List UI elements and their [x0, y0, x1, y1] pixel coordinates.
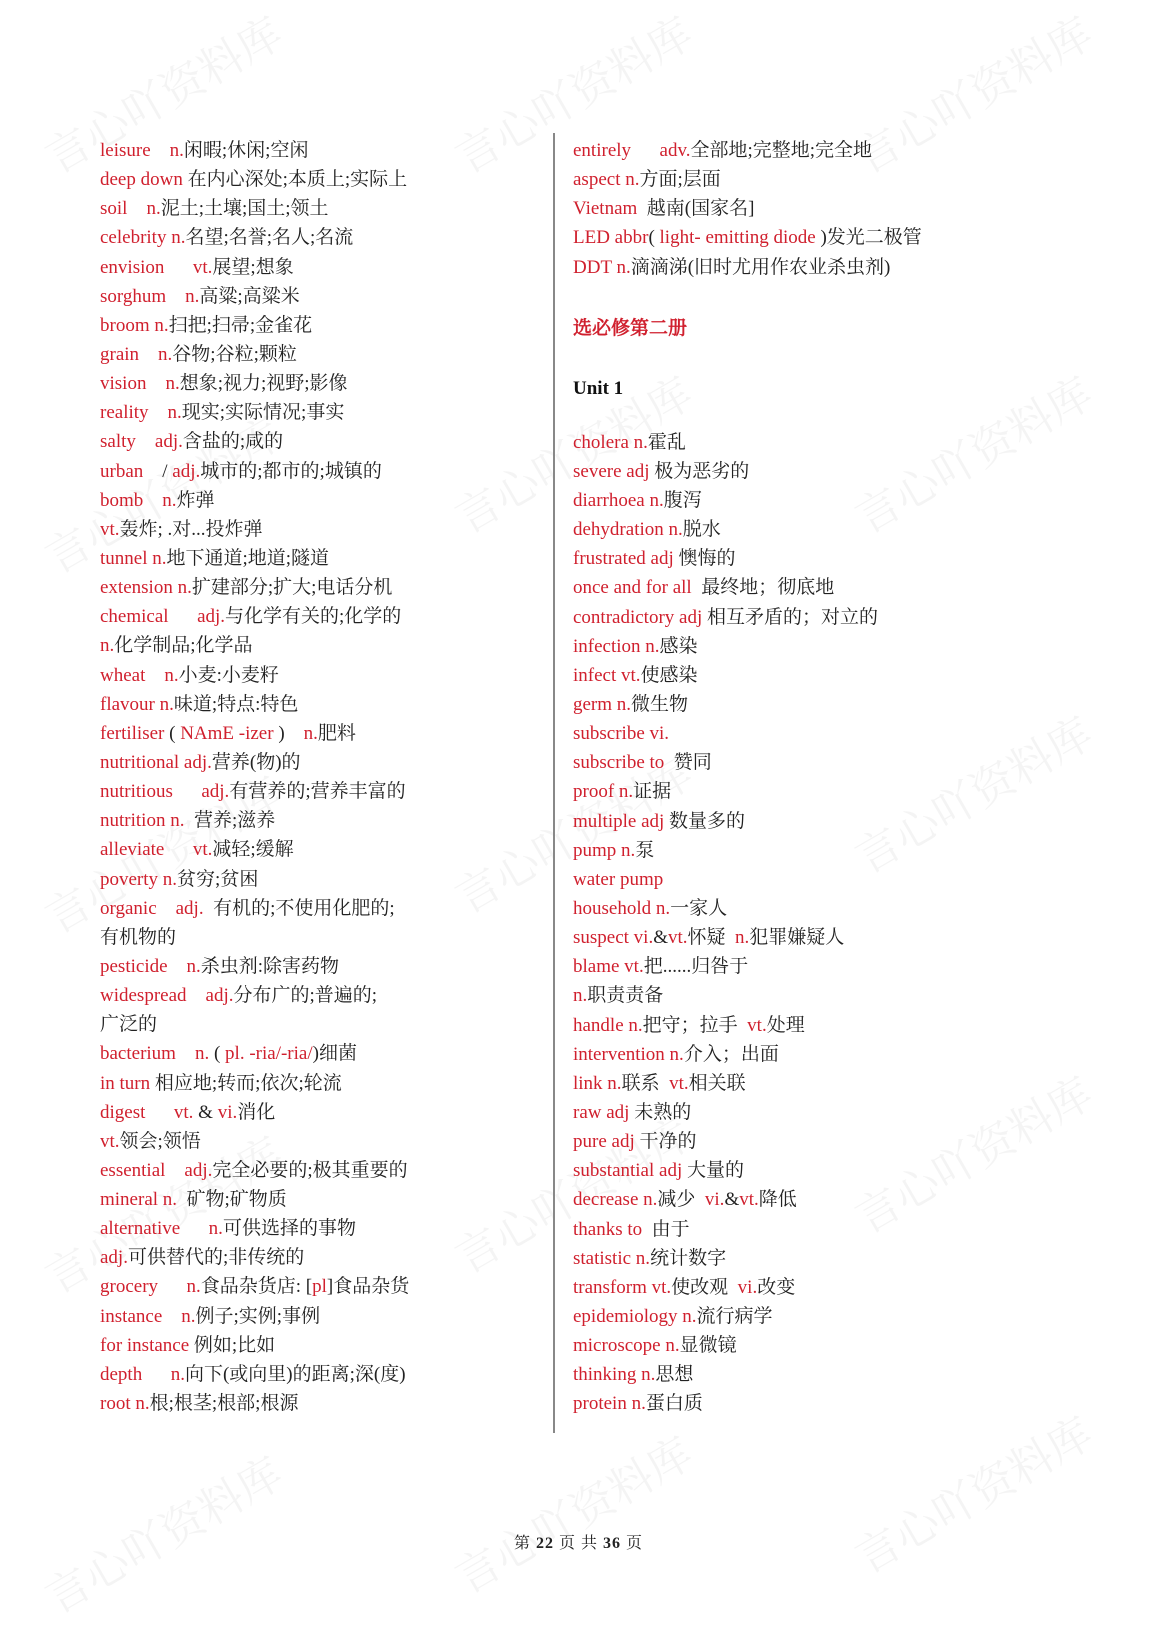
vocab-entry [100, 981, 540, 1010]
entry-definition: 赞同 [673, 752, 712, 774]
vocab-entry [100, 777, 540, 806]
entry-term: tunnel n. [100, 547, 167, 569]
entry-term: vt. [100, 518, 120, 540]
entry-definition: 最终地；彻底地 [701, 577, 835, 599]
entry-term: LED abbr [573, 227, 649, 249]
entry-term: deep down [100, 169, 188, 191]
vocab-entry [100, 865, 540, 894]
vocab-entry [100, 165, 540, 194]
entry-term: in turn [100, 1072, 155, 1094]
entry-definition: 可供替代的;非传统的 [127, 1247, 305, 1269]
entry-term: sorghum n. [100, 285, 200, 307]
entry-definition: 根;根茎;根部;根源 [149, 1393, 299, 1415]
vocab-entry [100, 1389, 540, 1418]
entry-term: statistic n. [573, 1247, 651, 1269]
entry-term: epidemiology n. [573, 1305, 697, 1327]
entry-term: soil n. [100, 198, 161, 220]
vocab-entry [100, 340, 540, 369]
entry-term: salty adj. [100, 431, 183, 453]
entry-definition: 现实;实际情况;事实 [181, 402, 345, 424]
vocab-entry [100, 1039, 540, 1068]
entry-definition: 泵 [635, 839, 655, 861]
entry-term: thinking n. [573, 1364, 656, 1386]
vocab-entry [100, 398, 540, 427]
entry-term: microscope n. [573, 1335, 680, 1357]
entry-definition: 闲暇;休闲;空闲 [183, 140, 309, 161]
entry-term: depth n. [100, 1363, 185, 1385]
entry-term: thanks to [573, 1218, 652, 1240]
vocab-entry [573, 194, 1133, 223]
entry-definition: 领会;领悟 [119, 1130, 201, 1152]
entry-term: adj. [100, 1247, 128, 1269]
entry-definition: 有机的;不使用化肥的; [213, 897, 395, 919]
entry-definition: 泥土;土壤;国土;领土 [160, 198, 329, 220]
vocab-entry [573, 457, 1133, 486]
entry-term: flavour n. [100, 693, 174, 715]
entry-definition: 矿物;矿物质 [186, 1189, 287, 1211]
vocab-entry [573, 1331, 1133, 1360]
footer-suffix: 页 [626, 1535, 644, 1552]
entry-term: nutritional adj. [100, 751, 212, 773]
vocab-entry [573, 1011, 1133, 1040]
vocab-entry [573, 1185, 1133, 1214]
entry-term: transform vt. [573, 1276, 672, 1298]
entry-term: nutrition n. [100, 810, 194, 832]
vocab-entry [573, 486, 1133, 515]
vocab-entry [100, 515, 540, 544]
entry-definition: 改变 [757, 1276, 796, 1298]
vocab-entry [100, 1360, 540, 1389]
entry-term: poverty n. [100, 868, 178, 890]
entry-definition: 显微镜 [679, 1335, 737, 1357]
vocab-entry [100, 602, 540, 631]
entry-definition: ) [278, 722, 304, 744]
entry-definition: 未熟的 [634, 1101, 692, 1123]
entry-term: pl. -ria/-ria/ [225, 1043, 313, 1065]
entry-definition: 把......归咎于 [643, 956, 749, 978]
entry-definition: 联系 [621, 1072, 670, 1094]
entry-term: n. [303, 722, 318, 744]
entry-term: DDT n. [573, 256, 631, 278]
entry-term: organic adj. [100, 897, 214, 919]
entry-definition: 一家人 [670, 897, 728, 919]
entry-definition: 例如;比如 [193, 1334, 276, 1356]
vocab-entry [573, 894, 1133, 923]
entry-definition: 思想 [655, 1364, 694, 1386]
entry-definition: 职责责备 [587, 985, 664, 1007]
unit-heading: Unit 1 [573, 377, 624, 399]
entry-term: subscribe vi. [573, 723, 670, 745]
entry-term: vision n. [100, 373, 180, 395]
vocab-entry [573, 777, 1133, 806]
vocab-entry [100, 1185, 540, 1214]
entry-term: essential adj. [100, 1159, 213, 1181]
vocab-entry [573, 923, 1133, 952]
vocab-entry [573, 544, 1133, 573]
vocab-entry [573, 1273, 1133, 1302]
vocab-entry [573, 632, 1133, 661]
entry-term: broom n. [100, 314, 169, 336]
entry-definition: 轰炸; .对...投炸弹 [119, 518, 263, 540]
vocab-entry [573, 661, 1133, 690]
vocab-entry [573, 719, 1133, 748]
right-column-vocab-list [573, 136, 1133, 1418]
entry-term: widespread adj. [100, 985, 234, 1007]
entry-term: NAmE -izer [180, 722, 279, 744]
vocab-entry [100, 1272, 540, 1301]
vocab-entry [573, 1389, 1133, 1418]
entry-term: infection n. [573, 635, 660, 657]
entry-definition: 贫穷;贫困 [177, 868, 259, 890]
entry-definition: 方面;层面 [639, 169, 721, 191]
vocab-entry [573, 836, 1133, 865]
vocab-entry [100, 1214, 540, 1243]
vocab-entry [100, 748, 540, 777]
vocab-entry [573, 603, 1133, 632]
entry-definition: 处理 [766, 1014, 805, 1036]
entry-term: reality n. [100, 402, 182, 424]
entry-term: vt. [668, 927, 688, 949]
entry-term: light- emitting diode [659, 227, 821, 249]
vocab-entry [100, 1302, 540, 1331]
entry-term: proof n. [573, 781, 634, 803]
entry-term: n. [735, 927, 750, 949]
vocab-entry [573, 1127, 1133, 1156]
vocab-entry [573, 515, 1133, 544]
entry-definition: 名望;名誉;名人;名流 [185, 227, 354, 249]
entry-term: vi. [217, 1101, 238, 1123]
entry-term: n. [100, 635, 115, 657]
vocab-entry [100, 369, 540, 398]
entry-term: blame vt. [573, 956, 644, 978]
entry-definition: 干净的 [639, 1131, 697, 1153]
entry-term: vi. [737, 1276, 758, 1298]
vocab-entry [573, 428, 1133, 457]
entry-term: Vietnam [573, 198, 647, 220]
vocab-entry [100, 457, 540, 486]
entry-term: vt. [669, 1072, 689, 1094]
entry-definition: ( [169, 722, 181, 744]
entry-term: instance n. [100, 1305, 196, 1327]
entry-definition: 想象;视力;视野;影像 [179, 373, 348, 395]
entry-definition: & [724, 1189, 740, 1211]
entry-term: grain n. [100, 343, 173, 365]
entry-definition: 减少 [657, 1189, 705, 1211]
entry-definition: 地下通道;地道;隧道 [166, 547, 330, 569]
entry-definition: )细菌 [312, 1043, 357, 1065]
vocab-entry [100, 661, 540, 690]
vocab-entry [100, 223, 540, 252]
entry-definition: 肥料 [317, 722, 356, 744]
entry-term: suspect vi. [573, 927, 654, 949]
entry-term: vi. [704, 1189, 725, 1211]
entry-definition: 炸弹 [176, 489, 215, 511]
entry-definition: / [162, 460, 173, 482]
vocab-entry [573, 952, 1133, 981]
entry-definition: 分布广的;普遍的; [233, 985, 378, 1007]
vocab-entry [573, 1244, 1133, 1273]
entry-definition: 相应地;转而;依次;轮流 [154, 1072, 342, 1094]
entry-term: chemical adj. [100, 606, 226, 628]
entry-definition: 含盐的;咸的 [182, 431, 284, 453]
vocab-entry [100, 1127, 540, 1156]
entry-term: vt. [100, 1130, 120, 1152]
entry-definition: 把守；拉手 [642, 1014, 748, 1036]
vocab-entry [100, 253, 540, 282]
entry-definition: 证据 [633, 781, 672, 803]
vocab-entry [100, 1010, 540, 1039]
vocab-entry [100, 719, 540, 748]
entry-definition: 有机物的 [100, 926, 177, 948]
watermark-text [842, 1398, 1103, 1585]
vocab-entry [573, 1215, 1133, 1244]
vocab-entry [100, 1243, 540, 1272]
entry-definition: 扫把;扫帚;金雀花 [168, 314, 313, 336]
entry-term: pl [312, 1276, 327, 1298]
entry-definition: 大量的 [686, 1160, 744, 1182]
vocab-entry [100, 1331, 540, 1360]
entry-term: nutritious adj. [100, 781, 230, 803]
entry-term: multiple adj [573, 810, 670, 832]
entry-term: alleviate vt. [100, 839, 213, 861]
entry-term: leisure n. [100, 140, 184, 161]
vocab-entry [100, 806, 540, 835]
entry-definition: 脱水 [682, 519, 721, 541]
entry-term: protein n. [573, 1393, 646, 1415]
entry-term: root n. [100, 1393, 150, 1415]
entry-definition: 小麦:小麦籽 [178, 664, 279, 686]
footer-prefix: 第 [513, 1535, 531, 1552]
vocab-entry [573, 1069, 1133, 1098]
entry-definition: 高粱;高粱米 [199, 285, 300, 307]
vocab-entry [573, 981, 1133, 1010]
vocab-entry [100, 894, 540, 923]
entry-definition: 使感染 [640, 664, 698, 686]
entry-term: severe adj [573, 460, 655, 482]
entry-definition: ( [648, 227, 660, 249]
vocab-entry [100, 311, 540, 340]
entry-term: adj. [172, 460, 201, 482]
current-page-number: 22 [535, 1535, 554, 1552]
page-footer [0, 1530, 1157, 1553]
vocab-entry [100, 486, 540, 515]
column-divider [553, 133, 555, 1433]
entry-definition: 数量多的 [669, 810, 746, 832]
entry-definition: 使改观 [671, 1276, 738, 1298]
entry-definition: 有营养的;营养丰富的 [229, 781, 406, 803]
vocab-entry [573, 1040, 1133, 1069]
entry-term: germ n. [573, 693, 632, 715]
vocab-entry [100, 923, 540, 952]
entry-definition: 流行病学 [696, 1305, 773, 1327]
entry-definition: 杀虫剂:除害药物 [200, 955, 340, 977]
entry-term: n. [573, 985, 588, 1007]
entry-definition: 越南(国家名] [646, 198, 755, 220]
vocab-entry [100, 427, 540, 456]
vocab-entry [573, 1302, 1133, 1331]
entry-definition: 扩建部分;扩大;电话分机 [191, 577, 393, 599]
vocab-entry [100, 573, 540, 602]
entry-definition: 展望;想象 [212, 256, 294, 278]
vocab-entry [100, 1069, 540, 1098]
section-heading: 选必修第二册 [573, 317, 688, 339]
entry-term: bomb n. [100, 489, 177, 511]
entry-term: mineral n. [100, 1189, 187, 1211]
entry-term: water pump [573, 868, 664, 890]
entry-definition: 极为恶劣的 [654, 460, 750, 482]
entry-definition: 城市的;都市的;城镇的 [200, 460, 382, 482]
entry-definition: 感染 [659, 635, 698, 657]
entry-term: diarrhoea n. [573, 489, 664, 511]
vocab-group-unit-1 [573, 428, 1133, 1419]
entry-term: substantial adj [573, 1160, 687, 1182]
entry-term: link n. [573, 1072, 622, 1094]
entry-term: grocery n. [100, 1276, 201, 1298]
entry-definition: ]食品杂货 [326, 1276, 410, 1298]
entry-definition: 懊悔的 [678, 548, 736, 570]
entry-definition: 腹泻 [663, 489, 702, 511]
entry-term: subscribe to [573, 752, 674, 774]
vocab-entry [573, 865, 1133, 894]
entry-definition: 介入；出面 [683, 1043, 779, 1065]
entry-definition: & [198, 1101, 218, 1123]
vocab-entry [100, 1156, 540, 1185]
vocab-entry [573, 1156, 1133, 1185]
vocab-entry [100, 1098, 540, 1127]
entry-definition: 化学制品;化学品 [114, 635, 253, 657]
entry-term: for instance [100, 1334, 194, 1356]
entry-term: once and for all [573, 577, 702, 599]
entry-definition: 谷物;谷粒;颗粒 [172, 343, 297, 365]
entry-definition: 霍乱 [647, 431, 686, 453]
vocab-entry [573, 748, 1133, 777]
entry-term: wheat n. [100, 664, 179, 686]
vocab-entry [100, 835, 540, 864]
entry-term: handle n. [573, 1014, 643, 1036]
entry-definition: 可供选择的事物 [222, 1218, 356, 1240]
entry-term: vt. [747, 1014, 767, 1036]
entry-definition: ( [213, 1043, 226, 1065]
vocab-entry [100, 952, 540, 981]
vocab-entry [573, 165, 1133, 194]
footer-mid: 页 共 [558, 1535, 598, 1552]
entry-definition: 食品杂货店: [ [200, 1276, 313, 1298]
entry-definition: 相互矛盾的；对立的 [707, 606, 879, 628]
entry-definition: 在内心深处;本质上;实际上 [187, 169, 408, 191]
entry-definition: 全部地;完整地;完全地 [690, 140, 873, 161]
entry-term: intervention n. [573, 1043, 684, 1065]
entry-term: household n. [573, 897, 671, 919]
vocab-entry [573, 223, 1133, 252]
entry-term: envision vt. [100, 256, 213, 278]
entry-definition: 微生物 [631, 693, 689, 715]
entry-definition: 由于 [651, 1218, 690, 1240]
entry-term: raw adj [573, 1101, 635, 1123]
entry-term: pump n. [573, 839, 636, 861]
entry-definition: 营养;滋养 [193, 810, 276, 832]
entry-definition: & [653, 927, 668, 949]
entry-term: urban [100, 460, 163, 482]
entry-definition: 完全必要的;极其重要的 [212, 1159, 408, 1181]
entry-definition: )发光二极管 [820, 227, 922, 249]
entry-definition: 例子;实例;事例 [195, 1305, 321, 1327]
entry-term: pesticide n. [100, 955, 201, 977]
entry-term: vt. [739, 1189, 759, 1211]
vocab-entry [573, 253, 1133, 282]
entry-term: entirely adv. [573, 140, 691, 161]
entry-term: dehydration n. [573, 519, 683, 541]
entry-term: pure adj [573, 1131, 640, 1153]
entry-definition: 犯罪嫌疑人 [749, 927, 845, 949]
vocab-entry [573, 807, 1133, 836]
entry-term: bacterium n. [100, 1043, 214, 1065]
vocab-entry [100, 282, 540, 311]
entry-definition: 相关联 [688, 1072, 746, 1094]
watermark-text [442, 1418, 703, 1605]
vocab-entry [100, 544, 540, 573]
vocab-entry [100, 136, 540, 165]
entry-term: cholera n. [573, 431, 648, 453]
entry-definition: 营养(物)的 [211, 751, 301, 773]
vocab-entry [573, 1360, 1133, 1389]
entry-term: aspect n. [573, 169, 640, 191]
entry-definition: 消化 [237, 1101, 276, 1123]
left-column-vocab-list [100, 136, 540, 1418]
entry-term: infect vt. [573, 664, 641, 686]
entry-term: celebrity n. [100, 227, 186, 249]
vocab-entry [100, 194, 540, 223]
entry-term: digest vt. [100, 1101, 199, 1123]
total-pages: 36 [603, 1535, 621, 1552]
entry-definition: 味道;特点:特色 [173, 693, 299, 715]
vocab-entry [100, 690, 540, 719]
entry-definition: 广泛的 [100, 1014, 158, 1036]
entry-term: frustrated adj [573, 548, 679, 570]
vocab-entry [100, 631, 540, 660]
entry-term: extension n. [100, 577, 192, 599]
entry-definition: 滴滴涕(旧时尤用作农业杀虫剂) [630, 256, 891, 278]
entry-definition: 蛋白质 [645, 1393, 703, 1415]
vocab-entry [573, 573, 1133, 602]
vocab-entry [573, 690, 1133, 719]
vocab-entry [573, 1098, 1133, 1127]
entry-term: fertiliser [100, 722, 170, 744]
entry-definition: 向下(或向里)的距离;深(度) [184, 1363, 406, 1385]
entry-definition: 与化学有关的;化学的 [225, 606, 402, 628]
entry-term: alternative n. [100, 1218, 223, 1240]
entry-term: contradictory adj [573, 606, 708, 628]
entry-definition: 怀疑 [687, 927, 736, 949]
entry-definition: 统计数字 [650, 1247, 727, 1269]
entry-definition: 降低 [758, 1189, 797, 1211]
entry-term: decrease n. [573, 1189, 658, 1211]
vocab-entry [573, 136, 1133, 165]
vocab-group-continued [573, 136, 1133, 282]
entry-definition: 减轻;缓解 [212, 839, 294, 861]
